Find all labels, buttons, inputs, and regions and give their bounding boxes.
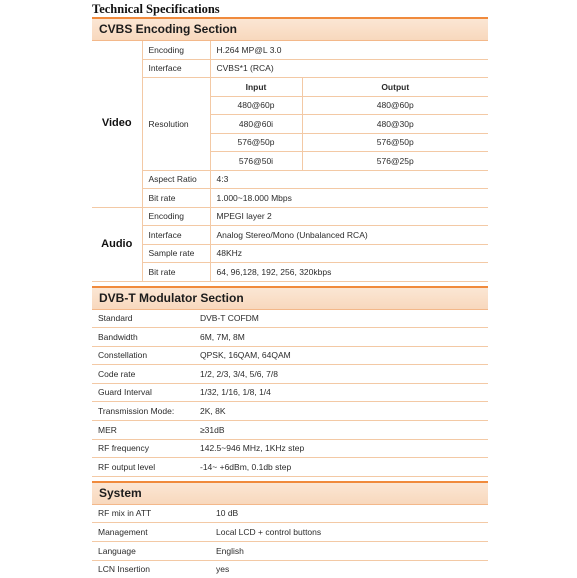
table-row [92,402,488,421]
table-row [92,170,488,189]
table-row [92,328,488,347]
table-row [92,59,488,78]
spec-value: ≥31dB [194,421,488,440]
spec-sheet [92,17,488,578]
spec-value: 10 dB [210,505,488,523]
table-row [92,439,488,458]
table-row [92,505,488,523]
table-row [92,346,488,365]
spec-label: Interface [142,226,210,245]
page-title: Technical Specifications [92,2,220,16]
spec-value: Analog Stereo/Mono (Unbalanced RCA) [210,226,488,245]
table-row [92,244,488,263]
cvbs-table [92,41,488,282]
spec-label: Transmission Mode: [92,402,194,421]
spec-label: RF mix in ATT [92,505,210,523]
spec-label: Interface [142,59,210,78]
dvbt-section-header: DVB-T Modulator Section [92,286,488,310]
table-row [92,523,488,542]
table-row [92,226,488,245]
resolution-input: 480@60i [210,115,302,134]
table-row [92,78,488,97]
dvbt-table [92,310,488,477]
table-row [92,207,488,226]
resolution-output: 576@25p [302,152,488,171]
spec-value: English [210,542,488,561]
table-row [92,560,488,578]
spec-value: -14~ +6dBm, 0.1db step [194,458,488,477]
spec-value: 1/32, 1/16, 1/8, 1/4 [194,383,488,402]
spec-label: Bit rate [142,263,210,282]
spec-value: CVBS*1 (RCA) [210,59,488,78]
resolution-input: 576@50p [210,133,302,152]
table-row [92,310,488,328]
table-row [92,458,488,477]
spec-value: 6M, 7M, 8M [194,328,488,347]
spec-value: 64, 96,128, 192, 256, 320kbps [210,263,488,282]
table-row [92,263,488,282]
spec-value: 1.000~18.000 Mbps [210,189,488,208]
spec-value: DVB-T COFDM [194,310,488,328]
spec-label: Constellation [92,346,194,365]
video-group-label: Video [92,41,142,207]
spec-value: MPEGI layer 2 [210,207,488,226]
spec-label: RF frequency [92,439,194,458]
spec-label: Aspect Ratio [142,170,210,189]
spec-label: Encoding [142,207,210,226]
spec-label: Code rate [92,365,194,384]
spec-value: Local LCD + control buttons [210,523,488,542]
resolution-output: 576@50p [302,133,488,152]
spec-value: H.264 MP@L 3.0 [210,41,488,59]
spec-label: Bandwidth [92,328,194,347]
spec-label: MER [92,421,194,440]
spec-label: Standard [92,310,194,328]
spec-value: 142.5~946 MHz, 1KHz step [194,439,488,458]
table-row [92,542,488,561]
resolution-output: 480@30p [302,115,488,134]
resolution-header-input: Input [210,78,302,97]
spec-value: yes [216,564,230,575]
table-row [92,189,488,208]
resolution-input: 480@60p [210,96,302,115]
spec-label: Bit rate [142,189,210,208]
table-row [92,41,488,59]
resolution-label: Resolution [142,78,210,171]
table-row [92,365,488,384]
spec-label: Sample rate [142,244,210,263]
system-table [92,505,488,578]
resolution-input: 576@50i [210,152,302,171]
spec-value: QPSK, 16QAM, 64QAM [194,346,488,365]
spec-value: 4:3 [210,170,488,189]
spec-label: Management [92,523,210,542]
cvbs-section-header: CVBS Encoding Section [92,17,488,41]
system-section-header: System [92,481,488,505]
spec-label: Guard Interval [92,383,194,402]
spec-value: 1/2, 2/3, 3/4, 5/6, 7/8 [194,365,488,384]
table-row [92,421,488,440]
spec-label: LCN Insertion [98,564,150,575]
spec-value: 2K, 8K [194,402,488,421]
resolution-header-output: Output [302,78,488,97]
spec-label: Encoding [142,41,210,59]
spec-label: Language [92,542,210,561]
table-row [92,383,488,402]
audio-group-label: Audio [92,207,142,281]
spec-label: RF output level [92,458,194,477]
resolution-output: 480@60p [302,96,488,115]
spec-value: 48KHz [210,244,488,263]
